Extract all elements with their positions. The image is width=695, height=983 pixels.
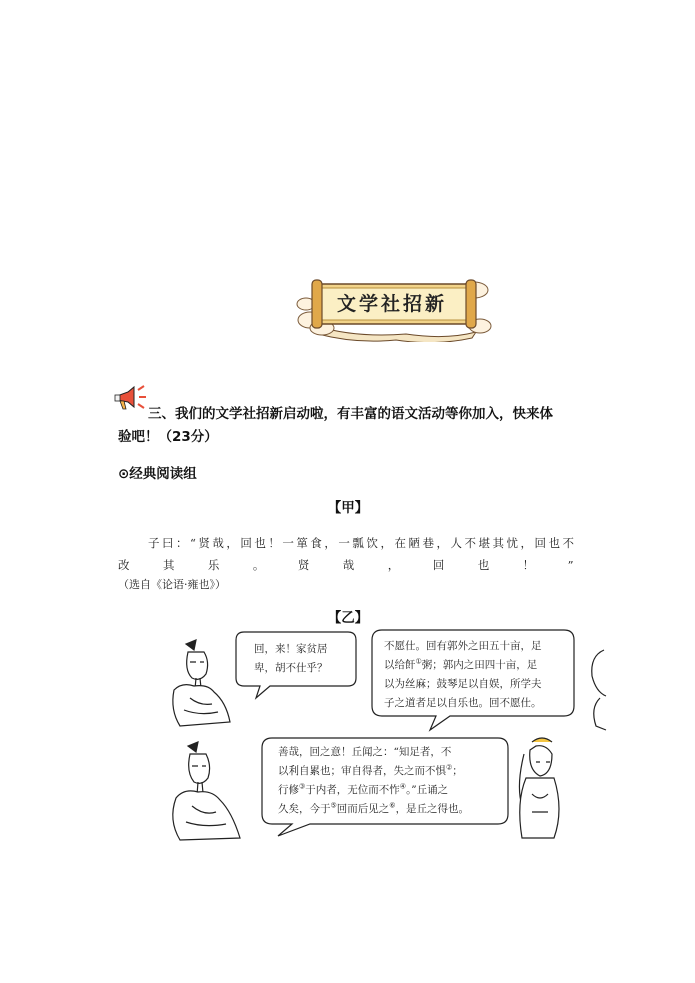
note-marker: ⑤ bbox=[330, 801, 337, 810]
note-marker: ③ bbox=[299, 782, 306, 791]
group-title: ⊙经典阅读组 bbox=[118, 466, 197, 482]
bubble3-line4: 久矣，今于⑤回而后见之⑥，是丘之得也。 bbox=[278, 801, 470, 815]
note-marker: ⑥ bbox=[389, 801, 396, 810]
bubble2-line1: 不愿仕。回有郭外之田五十亩，足 bbox=[384, 640, 542, 652]
bubble2-line2: 以给飦①粥；郭内之田四十亩，足 bbox=[384, 657, 538, 671]
jia-source: （选自《论语·雍也》） bbox=[118, 578, 226, 591]
note-marker: ② bbox=[446, 763, 453, 772]
note-marker: ④ bbox=[399, 782, 407, 791]
bubble1-text bbox=[254, 640, 328, 678]
bubble1-line2: 卑，胡不仕乎？ bbox=[254, 662, 328, 674]
banner-title: 文学社招新 bbox=[336, 293, 447, 315]
note-marker: ① bbox=[415, 657, 422, 666]
megaphone-icon bbox=[114, 384, 148, 412]
bubble3-line2: 以利自累也；审自得者，失之而不惧②； bbox=[278, 763, 463, 777]
confucius-figure-2 bbox=[173, 742, 240, 840]
question-text-line2: 验吧！（23分） bbox=[118, 429, 218, 445]
bubble2-line4: 子之道者足以自乐也。回不愿仕。 bbox=[384, 697, 542, 709]
yan-hui-figure bbox=[519, 738, 559, 838]
jia-text-line1: 子曰：“贤哉，回也！一箪食，一瓢饮，在陋巷，人不堪其忧，回也不 bbox=[148, 536, 574, 550]
section-yi-label: 【乙】 bbox=[327, 610, 369, 626]
bubble3-line3: 行修③于内者，无位而不怍④。”丘诵之 bbox=[278, 782, 449, 796]
bubble2-text bbox=[384, 637, 542, 713]
question-text-line1: 三、我们的文学社招新启动啦，有丰富的语文活动等你加入，快来体 bbox=[148, 406, 553, 422]
yan-hui-figure-partial bbox=[592, 650, 606, 730]
bubble3-line1: 善哉，回之意！丘闻之：“知足者，不 bbox=[278, 746, 452, 758]
bubble1-line1: 回，来！家贫居 bbox=[254, 643, 328, 655]
jia-text-line2: 改 其 乐 。 贤 哉 ， 回 也 ！ ” bbox=[118, 558, 574, 572]
section-jia-label: 【甲】 bbox=[327, 500, 369, 516]
bubble3-text bbox=[278, 743, 469, 819]
bubble2-line3: 以为丝麻；鼓琴足以自娱，所学夫 bbox=[384, 678, 542, 690]
confucius-figure-1 bbox=[173, 640, 230, 726]
